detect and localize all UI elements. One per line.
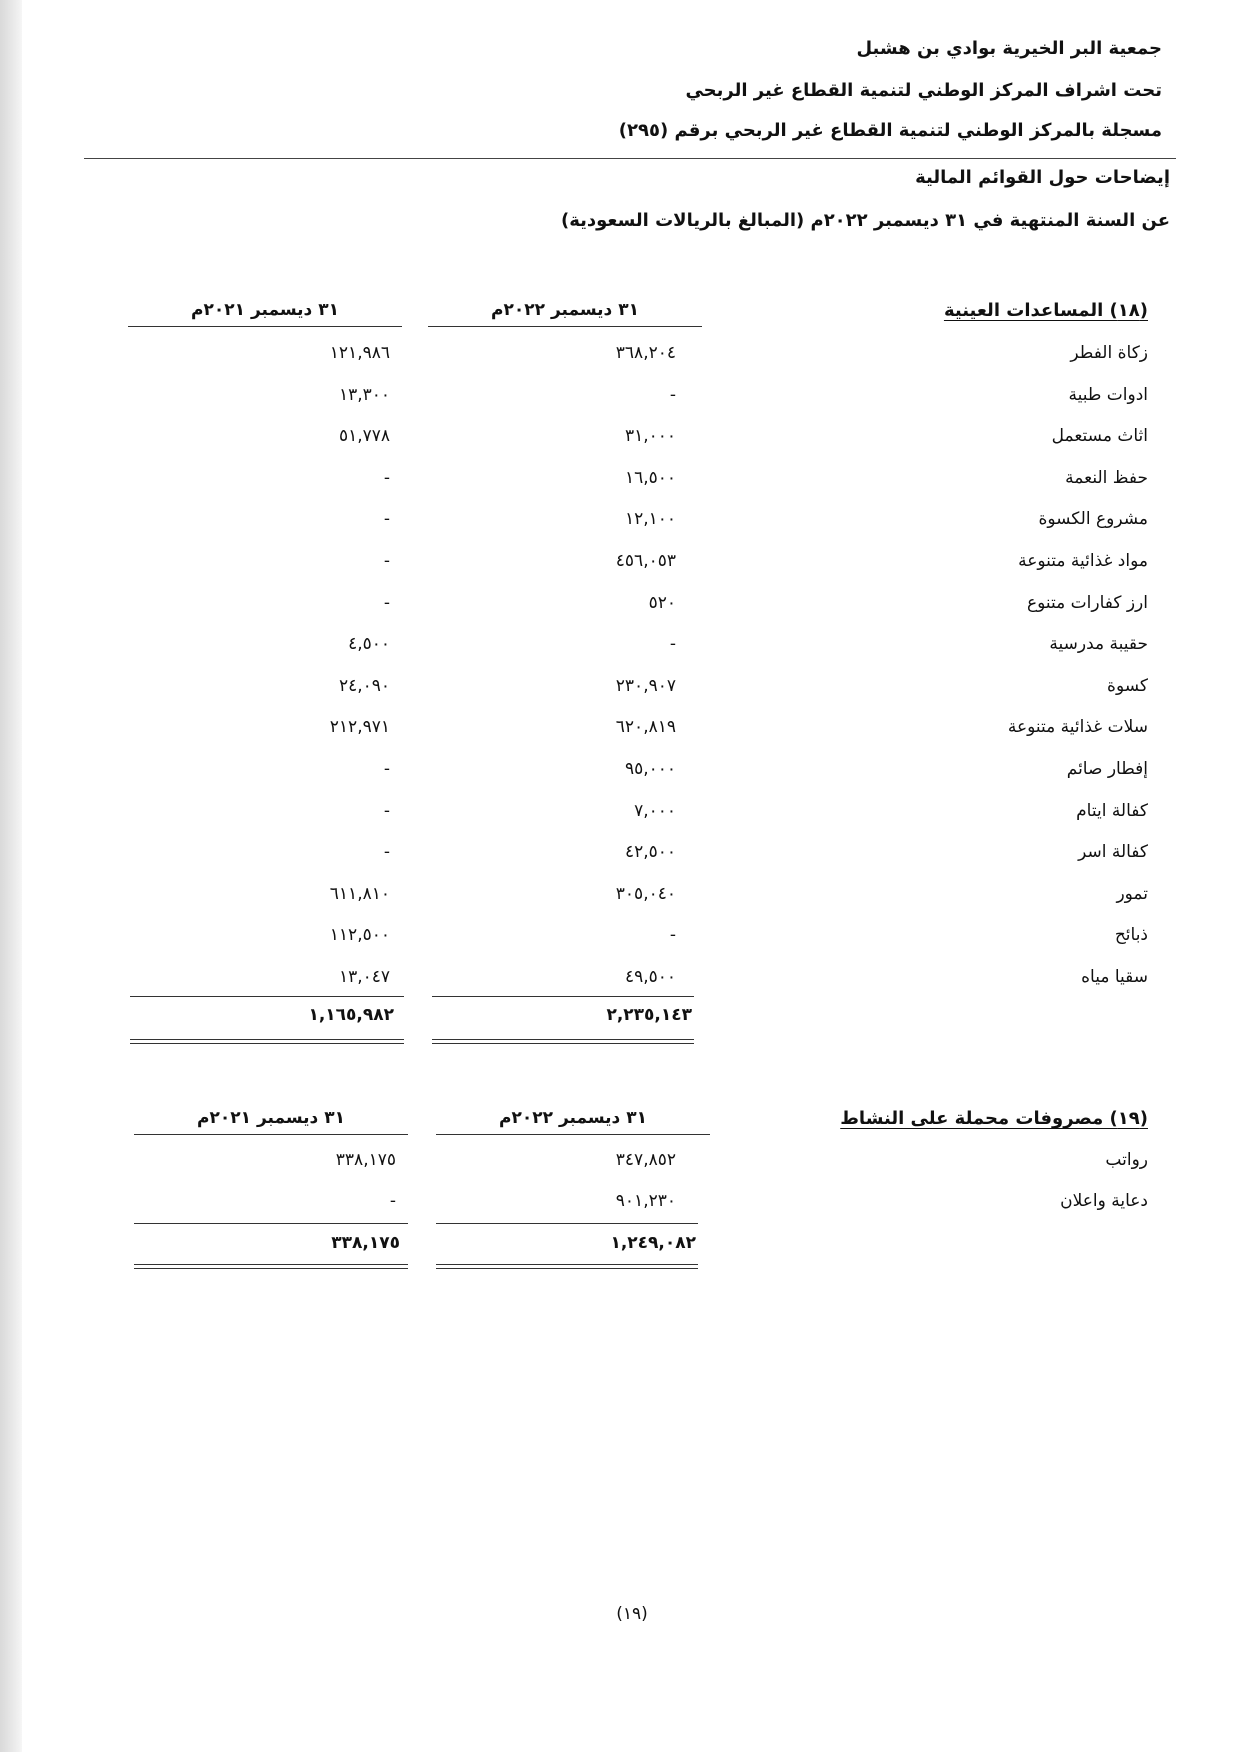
- row-label: مشروع الكسوة: [1038, 509, 1148, 530]
- row-value-2022: -: [669, 925, 676, 946]
- note-19-total-2021: ٣٣٨,١٧٥: [331, 1233, 400, 1253]
- row-label: مواد غذائية متنوعة: [1018, 551, 1148, 571]
- row-value-2021: ٦١١,٨١٠: [329, 883, 390, 904]
- row-label: حفظ النعمة: [1065, 467, 1148, 488]
- row-label: كفالة ايتام: [1076, 800, 1148, 821]
- note-19-title: (١٩) مصروفات محملة على النشاط: [840, 1108, 1148, 1129]
- row-label: ادوات طبية: [1068, 384, 1148, 405]
- note-18-subtotal-rule-prior: [130, 996, 404, 997]
- row-label: دعاية واعلان: [1060, 1191, 1148, 1211]
- note-18-title: (١٨) المساعدات العينية: [943, 300, 1148, 321]
- row-value-2022: ٤٥٦,٠٥٣: [615, 551, 676, 571]
- row-label: رواتب: [1105, 1150, 1148, 1170]
- row-value-2022: -: [669, 634, 676, 655]
- org-name: جمعية البر الخيرية بوادي بن هشبل: [856, 38, 1162, 59]
- row-label: سلات غذائية متنوعة: [1007, 717, 1148, 738]
- row-label: كفالة اسر: [1078, 842, 1148, 863]
- row-value-2021: ١١٢,٥٠٠: [329, 925, 390, 946]
- note-18-subtotal-rule: [432, 996, 694, 997]
- row-label: إفطار صائم: [1066, 759, 1148, 779]
- row-label: زكاة الفطر: [1070, 343, 1148, 363]
- row-label: ذبائح: [1114, 925, 1148, 946]
- note-19-col-2022: ٣١ ديسمبر ٢٠٢٢م: [436, 1108, 710, 1135]
- row-value-2021: ٢٤,٠٩٠: [338, 675, 390, 696]
- row-value-2021: -: [383, 759, 390, 779]
- period-line: عن السنة المنتهية في ٣١ ديسمبر ٢٠٢٢م (المبالغ بالريالات السعودية): [561, 210, 1170, 231]
- note-19-total-double-rule-prior: [134, 1264, 408, 1269]
- row-value-2021: ٤,٥٠٠: [348, 634, 390, 655]
- row-value-2022: ٩٥,٠٠٠: [624, 759, 676, 779]
- document-subtitle: إيضاحات حول القوائم المالية: [915, 167, 1170, 188]
- row-label: حقيبة مدرسية: [1049, 634, 1148, 655]
- row-value-2022: ٥٢٠: [648, 592, 676, 613]
- note-19-total-double-rule: [436, 1264, 698, 1269]
- note-19-subtotal-rule-prior: [134, 1223, 408, 1224]
- note-18-total-double-rule: [432, 1039, 694, 1044]
- header-divider: [84, 158, 1176, 159]
- row-value-2022: ٧,٠٠٠: [634, 800, 676, 821]
- row-value-2021: -: [383, 551, 390, 571]
- note-18-col-2021: ٣١ ديسمبر ٢٠٢١م: [128, 300, 402, 327]
- row-value-2022: ٦٢٠,٨١٩: [615, 717, 676, 738]
- note-19-subtotal-rule: [436, 1223, 698, 1224]
- row-value-2021: ١٢١,٩٨٦: [329, 343, 390, 363]
- row-value-2021: -: [383, 467, 390, 488]
- note-18-total-2022: ٢,٢٣٥,١٤٣: [606, 1005, 692, 1025]
- row-value-2022: ٣٠٥,٠٤٠: [615, 883, 676, 904]
- row-value-2022: ١٦,٥٠٠: [624, 467, 676, 488]
- note-18-total-2021: ١,١٦٥,٩٨٢: [308, 1005, 394, 1025]
- supervision-line: تحت اشراف المركز الوطني لتنمية القطاع غير الربحي: [685, 80, 1162, 101]
- row-value-2021: ٢١٢,٩٧١: [329, 717, 390, 738]
- row-value-2021: -: [383, 592, 390, 613]
- row-value-2022: ٩٠١,٢٣٠: [615, 1191, 676, 1211]
- note-18-total-double-rule-prior: [130, 1039, 404, 1044]
- note-18-col-2022: ٣١ ديسمبر ٢٠٢٢م: [428, 300, 702, 327]
- row-label: تمور: [1116, 883, 1148, 904]
- row-value-2022: ٤٩,٥٠٠: [624, 967, 676, 987]
- row-value-2021: ١٣,٠٤٧: [338, 967, 390, 987]
- row-label: كسوة: [1107, 675, 1148, 696]
- row-value-2022: ٣٤٧,٨٥٢: [615, 1150, 676, 1170]
- page-number: (١٩): [616, 1604, 648, 1624]
- row-value-2021: -: [383, 509, 390, 530]
- row-value-2021: ٥١,٧٧٨: [338, 426, 390, 447]
- scan-edge: [0, 0, 22, 1752]
- row-value-2021: ٣٣٨,١٧٥: [335, 1150, 396, 1170]
- row-label: اثاث مستعمل: [1051, 426, 1148, 447]
- row-value-2021: -: [383, 842, 390, 863]
- row-value-2021: ١٣,٣٠٠: [338, 384, 390, 405]
- row-value-2021: -: [383, 800, 390, 821]
- row-label: ارز كفارات متنوع: [1026, 592, 1148, 613]
- row-label: سقيا مياه: [1081, 967, 1148, 987]
- row-value-2022: ٣١,٠٠٠: [624, 426, 676, 447]
- row-value-2022: ١٢,١٠٠: [624, 509, 676, 530]
- row-value-2021: -: [389, 1191, 396, 1211]
- registration-line: مسجلة بالمركز الوطني لتنمية القطاع غير الربحي برقم (٢٩٥): [618, 120, 1162, 141]
- row-value-2022: ٢٣٠,٩٠٧: [615, 675, 676, 696]
- note-19-col-2021: ٣١ ديسمبر ٢٠٢١م: [134, 1108, 408, 1135]
- row-value-2022: ٤٢,٥٠٠: [624, 842, 676, 863]
- row-value-2022: ٣٦٨,٢٠٤: [615, 343, 676, 363]
- note-19-total-2022: ١,٢٤٩,٠٨٢: [610, 1233, 696, 1253]
- row-value-2022: -: [669, 384, 676, 405]
